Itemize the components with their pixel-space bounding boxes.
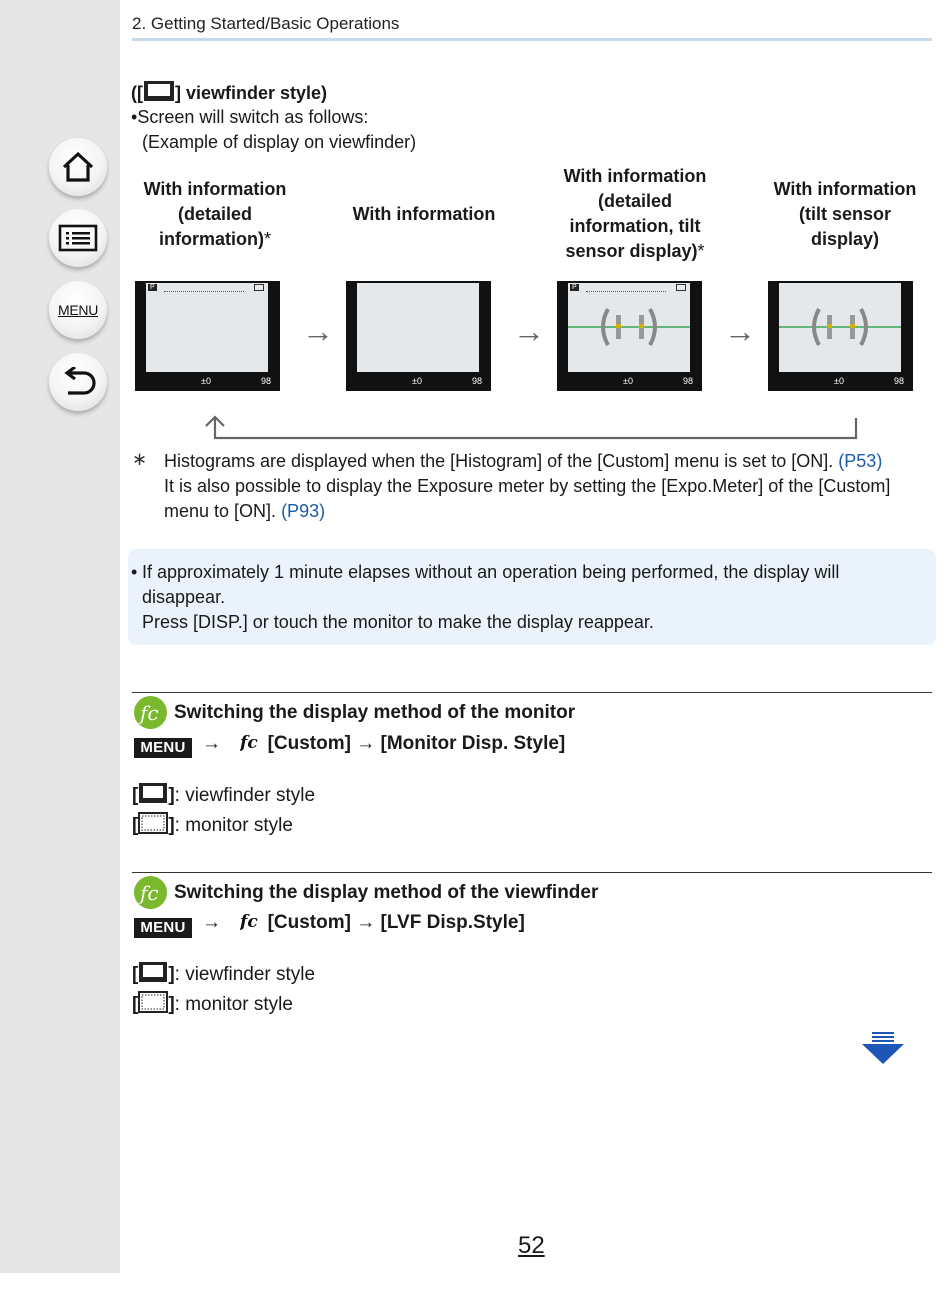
home-icon	[61, 151, 95, 183]
next-page-arrow-icon[interactable]	[862, 1030, 904, 1066]
sidebar-footer-strip	[0, 1273, 120, 1295]
section-divider-viewfinder	[132, 872, 932, 873]
lvf-option-viewfinder: [ ]: viewfinder style	[132, 961, 315, 986]
option-viewfinder-label: : viewfinder style	[174, 964, 316, 985]
screen-detailed-tilt	[557, 281, 702, 391]
monitor-style-icon	[138, 812, 168, 834]
exposure-value: ±0	[834, 376, 844, 386]
svg-text:fc: fc	[240, 733, 258, 752]
shots-remaining: 98	[894, 376, 905, 386]
viewfinder-style-icon	[138, 961, 168, 983]
screen-display-area	[146, 283, 268, 372]
back-button[interactable]	[49, 353, 107, 411]
column-label-4	[765, 177, 925, 252]
mode-indicator: P	[572, 284, 577, 291]
viewfinder-style-heading	[131, 80, 327, 106]
monitor-section-title: Switching the display method of the monitor	[174, 702, 576, 723]
exposure-value: ±0	[623, 376, 633, 386]
menu-button[interactable]	[49, 281, 107, 339]
path-custom: [Custom]	[267, 733, 351, 754]
footnote-line-1: Histograms are displayed when the [Histogram] of the [Custom] menu is set to [ON].	[164, 451, 834, 471]
monitor-menu-path	[202, 732, 565, 755]
link-p93[interactable]: (P93)	[281, 501, 326, 521]
mode-indicator: P	[150, 284, 155, 291]
heading-close: ] viewfinder style)	[175, 83, 328, 103]
path-lvf-disp-style: [LVF Disp.Style]	[380, 912, 525, 933]
breadcrumb: 2. Getting Started/Basic Operations	[132, 14, 400, 33]
svg-text:fc: fc	[140, 881, 159, 905]
viewfinder-style-icon	[138, 782, 168, 804]
tilt-sensor-graphic	[568, 301, 690, 351]
menu-badge: MENU	[134, 738, 192, 758]
option-viewfinder-label: : viewfinder style	[174, 785, 316, 806]
contents-button[interactable]	[49, 209, 107, 267]
custom-fc-icon	[240, 911, 262, 931]
menu-label: MENU	[57, 302, 99, 318]
custom-fc-icon	[240, 732, 262, 752]
lvf-menu-path	[202, 911, 525, 934]
sidebar	[0, 0, 120, 1295]
section-divider-monitor	[132, 692, 932, 693]
screen-with-info	[346, 281, 491, 391]
heading-open: ([	[131, 83, 143, 103]
monitor-style-icon	[138, 991, 168, 1013]
bullet-dot: •	[131, 107, 138, 127]
status-icons	[586, 285, 666, 292]
flow-arrow-1: →	[302, 313, 334, 349]
column-label-1-text: With information (detailed information)	[143, 179, 287, 249]
battery-icon	[254, 284, 264, 291]
column-label-2-text: With information	[352, 204, 496, 224]
column-label-3-mark: *	[697, 241, 705, 261]
path-custom: [Custom]	[267, 912, 351, 933]
footnote-asterisk: ∗	[132, 449, 148, 469]
screen-display-area	[357, 283, 479, 372]
status-icons	[164, 285, 244, 292]
custom-menu-icon	[134, 696, 167, 729]
battery-icon	[676, 284, 686, 291]
loop-return-arrow	[200, 412, 865, 444]
viewfinder-style-icon	[143, 80, 175, 102]
screen-bottom-bar	[346, 373, 491, 391]
monitor-option-monitor: [ ]: monitor style	[132, 812, 293, 837]
screen-bottom-bar	[768, 373, 913, 391]
shots-remaining: 98	[683, 376, 694, 386]
lvf-option-monitor: [ ]: monitor style	[132, 991, 293, 1016]
column-label-3	[555, 164, 715, 264]
screen-tilt-sensor	[768, 281, 913, 391]
monitor-option-viewfinder: [ ]: viewfinder style	[132, 782, 315, 807]
column-label-3-text: With information (detailed information, tilt sensor display)	[563, 166, 707, 261]
screen-bottom-bar	[557, 373, 702, 391]
page-number: 52	[518, 1232, 545, 1259]
flow-arrow-2: →	[513, 313, 545, 349]
screen-top-icons	[568, 283, 690, 295]
path-arrow: →	[356, 912, 376, 933]
example-note: (Example of display on viewfinder)	[142, 132, 417, 152]
home-button[interactable]	[49, 138, 107, 196]
path-monitor-disp-style: [Monitor Disp. Style]	[380, 733, 566, 754]
custom-menu-icon	[134, 876, 167, 909]
path-arrow: →	[202, 912, 221, 933]
list-icon	[58, 224, 98, 252]
svg-text:fc: fc	[140, 701, 159, 725]
info-box-text	[131, 560, 921, 635]
bullet-text	[131, 105, 368, 130]
column-label-1-mark: *	[263, 229, 271, 249]
exposure-value: ±0	[201, 376, 211, 386]
column-label-4-text: With information (tilt sensor display)	[773, 179, 917, 249]
path-arrow: →	[356, 733, 376, 754]
option-monitor-label: : monitor style	[174, 815, 293, 836]
option-monitor-label: : monitor style	[174, 994, 293, 1015]
link-p53[interactable]: (P53)	[838, 451, 883, 471]
screen-top-icons	[146, 283, 268, 295]
header-divider	[132, 38, 932, 41]
footnote-line-2: It is also possible to display the Exposure meter by setting the [Expo.Meter] of the [Custom] menu to [ON].	[164, 476, 891, 521]
shots-remaining: 98	[261, 376, 272, 386]
column-label-2	[344, 202, 504, 227]
exposure-value: ±0	[412, 376, 422, 386]
shots-remaining: 98	[472, 376, 483, 386]
info-line-2: Press [DISP.] or touch the monitor to make the display reappear.	[142, 612, 654, 632]
footnote-text	[164, 449, 934, 524]
screen-detailed-info	[135, 281, 280, 391]
bullet-label: Screen will switch as follows:	[137, 107, 369, 127]
info-line-1: If approximately 1 minute elapses without an operation being performed, the display will disappear.	[142, 562, 840, 607]
column-label-1	[135, 177, 295, 252]
menu-badge: MENU	[134, 918, 192, 938]
flow-arrow-3: →	[724, 313, 756, 349]
svg-text:fc: fc	[240, 912, 258, 931]
path-arrow: →	[202, 733, 221, 754]
info-bullet-row	[131, 560, 921, 610]
info-bullet-dot: •	[131, 562, 138, 582]
viewfinder-section-title: Switching the display method of the viewfinder	[174, 882, 599, 903]
screen-bottom-bar	[135, 373, 280, 391]
tilt-sensor-graphic	[779, 301, 901, 351]
return-icon	[60, 367, 96, 397]
